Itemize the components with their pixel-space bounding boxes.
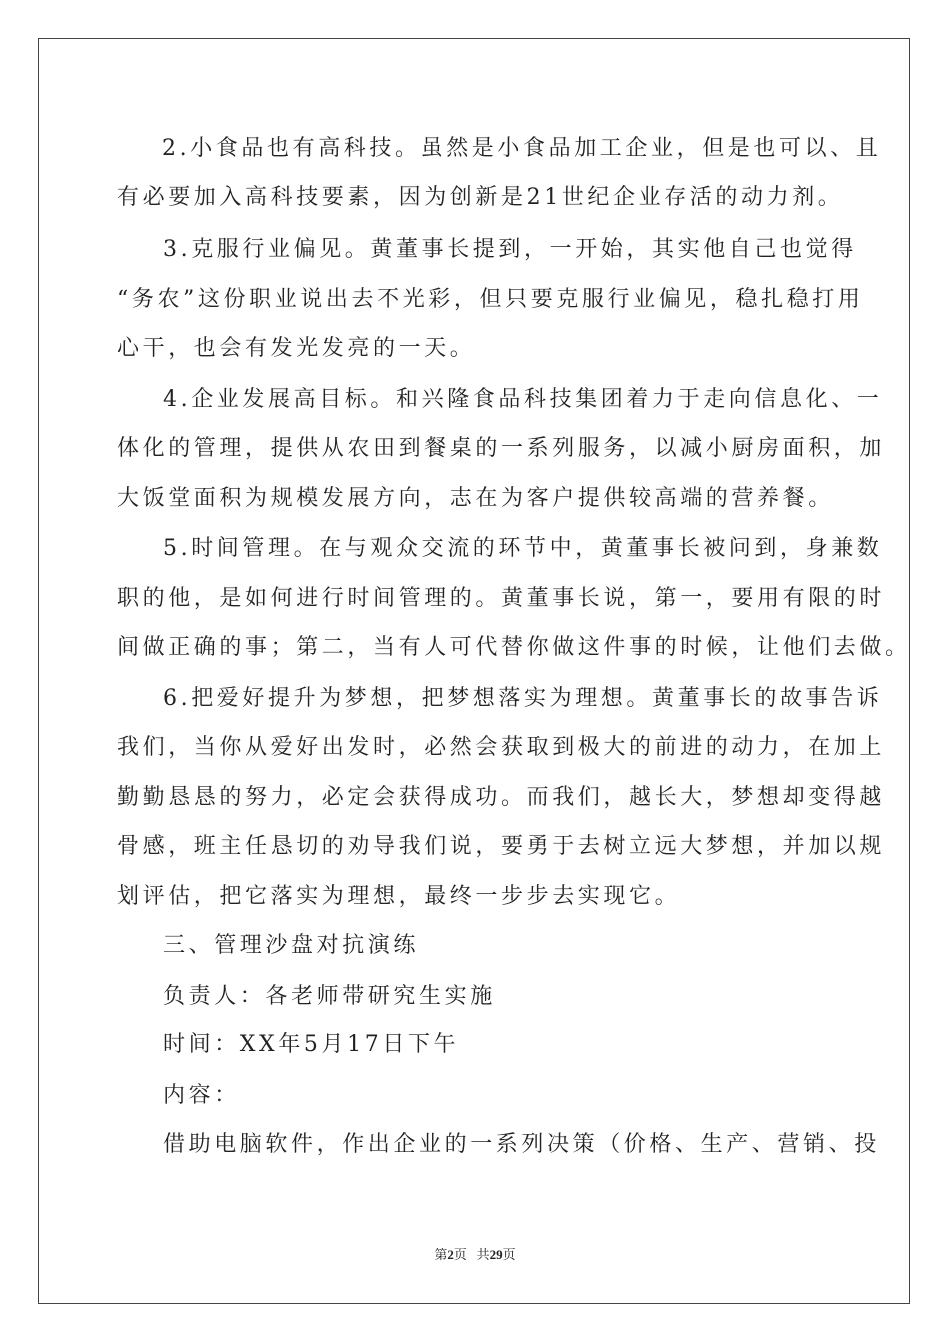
text-line: 我们，当你从爱好出发时，必然会获取到极大的前进的动力，在加上 <box>117 735 886 760</box>
text-line: 体化的管理，提供从农田到餐桌的一系列服务，以减小厨房面积，加 <box>117 436 886 461</box>
text-line: 心干，也会有发光发亮的一天。 <box>117 336 476 361</box>
text-line: 6.把爱好提升为梦想，把梦想落实为理想。黄董事长的故事告诉 <box>163 686 883 711</box>
footer-total-suffix: 页 <box>502 1247 516 1262</box>
text-line: 3.克服行业偏见。黄董事长提到，一开始，其实他自己也觉得 <box>163 237 857 262</box>
text-line: 负责人：各老师带研究生实施 <box>163 984 496 1009</box>
text-line: 大饭堂面积为规模发展方向，志在为客户提供较高端的营养餐。 <box>117 486 834 511</box>
text-line: 内容： <box>163 1083 240 1108</box>
text-line: “务农”这份职业说出去不光彩，但只要克服行业偏见，稳扎稳打用 <box>117 287 864 312</box>
text-line: 借助电脑软件，作出企业的一系列决策（价格、生产、营销、投 <box>163 1132 880 1157</box>
text-line: 勤勤恳恳的努力，必定会获得成功。而我们，越长大，梦想却变得越 <box>117 785 886 810</box>
text-line: 间做正确的事；第二，当有人可代替你做这件事的时候，让他们去做。 <box>117 635 911 660</box>
text-line: 划评估，把它落实为理想，最终一步步去实现它。 <box>117 884 681 909</box>
footer-page-number: 2 <box>447 1247 454 1262</box>
text-line: 职的他，是如何进行时间管理的。黄董事长说，第一，要用有限的时 <box>117 586 886 611</box>
text-line: 2.小食品也有高科技。虽然是小食品加工企业，但是也可以、且 <box>162 136 882 161</box>
footer-page-suffix: 页 <box>453 1247 467 1262</box>
footer-total-number: 29 <box>489 1247 503 1262</box>
footer-page-prefix: 第 <box>434 1247 448 1262</box>
text-line: 骨感，班主任恳切的劝导我们说，要勇于去树立远大梦想，并加以规 <box>117 834 886 859</box>
text-line: 有必要加入高科技要素，因为创新是21世纪企业存活的动力剂。 <box>117 185 844 210</box>
footer-total-prefix: 共 <box>476 1247 490 1262</box>
page-footer <box>0 1244 950 1263</box>
text-line: 4.企业发展高目标。和兴隆食品科技集团着力于走向信息化、一 <box>163 387 883 412</box>
section-heading: 三、管理沙盘对抗演练 <box>163 933 420 958</box>
text-line: 时间：XX年5月17日下午 <box>163 1032 460 1057</box>
text-line: 5.时间管理。在与观众交流的环节中，黄董事长被问到，身兼数 <box>163 536 883 561</box>
page-border <box>38 38 910 1304</box>
